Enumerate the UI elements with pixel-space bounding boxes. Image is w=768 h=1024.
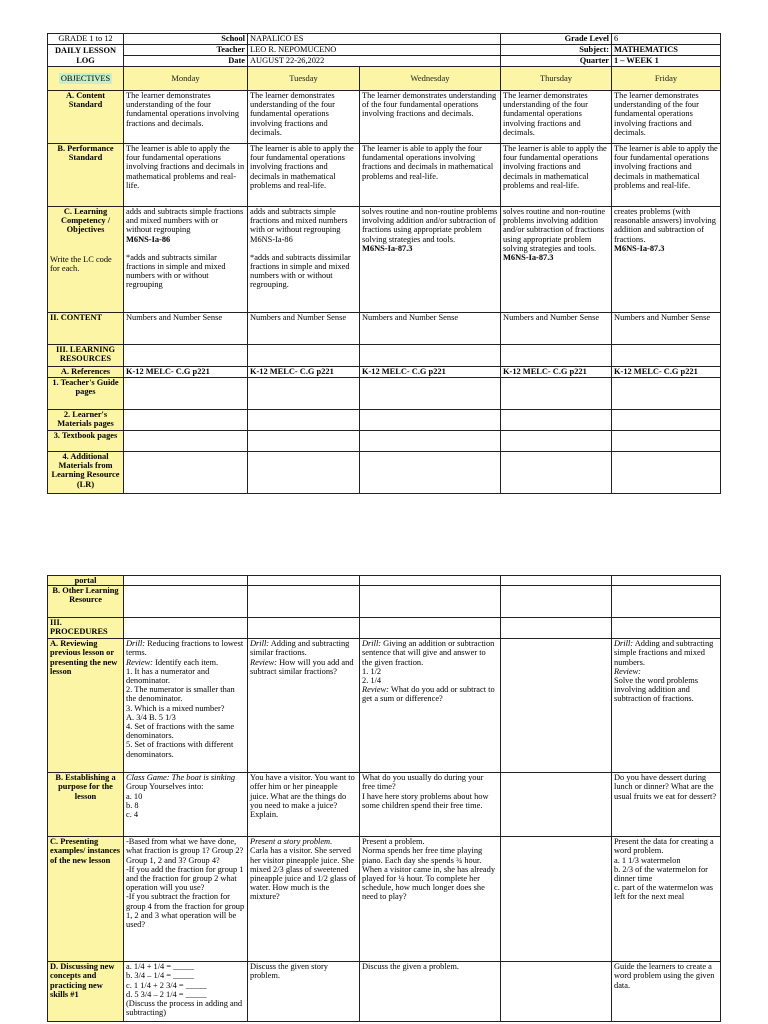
- competency-fri: [612, 207, 721, 313]
- tue-drill: Adding and subtracting similar fractions.: [250, 639, 350, 658]
- tue-review-head: Review:: [250, 657, 277, 667]
- competency-tue-extra: *adds and subtracts dissimilar fractions in simple and mixed numbers with or without regrouping.: [250, 252, 351, 290]
- references-tue: K-12 MELC- C.G p221: [248, 367, 360, 378]
- content-standard-tue: The learner demonstrates understanding of the four fundamental operations involving fractions and decimals.: [248, 91, 360, 144]
- quarter-label: Quarter: [501, 56, 612, 67]
- references-label: A. References: [48, 367, 124, 378]
- present-story-head: Present a story problem.: [250, 837, 333, 847]
- performance-standard-thu: The learner is able to apply the four fundamental operations involving fractions and decimals in mathematical problems and real-life.: [501, 144, 612, 207]
- content-standard-label: A. Content Standard: [48, 91, 124, 144]
- content-wed: Numbers and Number Sense: [360, 313, 501, 345]
- school-label: School: [124, 34, 248, 45]
- presenting-label: C. Presenting examples/ instances of the new lesson: [48, 837, 124, 962]
- discussing-fri: Guide the learners to create a word problem using the given data.: [612, 962, 721, 1022]
- presenting-tue: [248, 837, 360, 962]
- date-label: Date: [124, 56, 248, 67]
- wed-review-head: Review:: [362, 685, 389, 695]
- reviewing-thu: [501, 639, 612, 773]
- doc-title: DAILY LESSON LOG: [48, 45, 124, 67]
- wed-review: What do you add or subtract to get a sum or difference?: [362, 685, 495, 704]
- establishing-tue: You have a visitor. You want to offer him or her pineapple juice. What are the things do you need to make a juice? Explain.: [248, 773, 360, 837]
- class-game: Class Game: The boat is sinking: [126, 773, 236, 783]
- day-wednesday: Wednesday: [360, 67, 501, 91]
- discussing-thu: [501, 962, 612, 1022]
- fri-review-head: Review:: [614, 666, 641, 676]
- competency-thu-text: solves routine and non-routine problems involving addition and/or subtraction of fractions using appropriate problem solving strategies and tools.: [503, 207, 606, 253]
- procedures-label: III. PROCEDURES: [48, 618, 124, 639]
- competency-wed: [360, 207, 501, 313]
- competency-thu: [501, 207, 612, 313]
- grade-level-value: 6: [612, 34, 721, 45]
- competency-mon-extra: *adds and subtracts similar fractions in simple and mixed numbers with or without regrouping: [126, 252, 226, 290]
- learning-resources-label: III. LEARNING RESOURCES: [48, 345, 124, 367]
- date-value: AUGUST 22-26,2022: [248, 56, 501, 67]
- performance-standard-wed: The learner is able to apply the four fundamental operations involving fractions and decimals in mathematical problems and real-life.: [360, 144, 501, 207]
- competency-tue: [248, 207, 360, 313]
- subject-value: MATHEMATICS: [612, 45, 721, 56]
- presenting-thu: [501, 837, 612, 962]
- content-thu: Numbers and Number Sense: [501, 313, 612, 345]
- discussing-wed: Discuss the given a problem.: [360, 962, 501, 1022]
- portal-label: portal: [48, 576, 124, 586]
- discussing-mon: a. 1/4 + 1/4 = _____ b. 3/4 – 1/4 = _____ c. 1 1/4 + 2 3/4 = _____ d. 5 3/4 – 2 1/4 = _____ (Discuss the process in adding and subtracting): [124, 962, 248, 1022]
- establishing-label: B. Establishing a purpose for the lesson: [48, 773, 124, 837]
- objectives-label: OBJECTIVES: [60, 73, 111, 83]
- competency-mon-code: M6NS-Ia-86: [126, 234, 171, 244]
- performance-standard-label: B. Performance Standard: [48, 144, 124, 207]
- establishing-mon-rest: Group Yourselves into: a. 10 b. 8 c. 4: [126, 782, 204, 820]
- teacher-value: LEO R. NEPOMUCENO: [248, 45, 501, 56]
- content-standard-wed: The learner demonstrates understanding of the four fundamental operations involving fractions and decimals.: [360, 91, 501, 144]
- fri-review: Solve the word problems involving addition and subtraction of fractions.: [614, 676, 698, 704]
- competency-label: C. Learning Competency / Objectives: [60, 207, 111, 235]
- competency-tue-text: adds and subtracts simple fractions and mixed numbers with or without regrouping M6NS-Ia-86: [250, 207, 348, 244]
- mon-drill: Reducing fractions to lowest terms.: [126, 639, 244, 658]
- discussing-label: D. Discussing new concepts and practicing new skills #1: [48, 962, 124, 1022]
- reviewing-fri: [612, 639, 721, 773]
- objectives-header: [48, 67, 124, 91]
- wed-drill: Giving an addition or subtraction sentence that will give and answer to the given fraction. 1. 1/2 2. 1/4: [362, 639, 495, 686]
- establishing-thu: [501, 773, 612, 837]
- tue-drill-head: Drill:: [250, 639, 270, 649]
- mon-review-head: Review:: [126, 657, 153, 667]
- competency-wed-text: solves routine and non-routine problems involving addition and/or subtraction of fractions using appropriate problem solving strategies and tools.: [362, 207, 498, 244]
- presenting-fri: Present the data for creating a word problem. a. 1 1/3 watermelon b. 2/3 of the watermelon for dinner time c. part of the watermelon was left for the next meal: [612, 837, 721, 962]
- content-fri: Numbers and Number Sense: [612, 313, 721, 345]
- content-standard-fri: The learner demonstrates understanding of the four fundamental operations involving fractions and decimals.: [612, 91, 721, 144]
- references-wed: K-12 MELC- C.G p221: [360, 367, 501, 378]
- competency-fri-code: M6NS-Ia-87.3: [614, 243, 665, 253]
- grade-level-label: Grade Level: [501, 34, 612, 45]
- teachers-guide-label: 1. Teacher's Guide pages: [48, 378, 124, 410]
- content-standard-mon: The learner demonstrates understanding of the four fundamental operations involving fractions and decimals.: [124, 91, 248, 144]
- performance-standard-fri: The learner is able to apply the four fundamental operations involving fractions and decimals in mathematical problems and real-life.: [612, 144, 721, 207]
- reviewing-mon: [124, 639, 248, 773]
- content-label: II. CONTENT: [48, 313, 124, 345]
- content-mon: Numbers and Number Sense: [124, 313, 248, 345]
- day-tuesday: Tuesday: [248, 67, 360, 91]
- references-fri: K-12 MELC- C.G p221: [612, 367, 721, 378]
- establishing-wed: What do you usually do during your free time? I have here story problems about how some children spend their free time.: [360, 773, 501, 837]
- competency-mon-text: adds and subtracts simple fractions and mixed numbers with or without regrouping: [126, 207, 244, 235]
- learners-materials-label: 2. Learner's Materials pages: [48, 410, 124, 431]
- teacher-label: Teacher: [124, 45, 248, 56]
- wed-drill-head: Drill:: [362, 639, 382, 649]
- presenting-tue-text: Carla has a visitor. She served her visitor pineapple juice. She mixed 2/3 glass of sweetened pineapple juice and 1/2 glass of water. How much is the mixture?: [250, 846, 356, 902]
- day-friday: Friday: [612, 67, 721, 91]
- lesson-log-table-page2: [47, 575, 721, 1022]
- competency-wed-code: M6NS-Ia-87.3: [362, 243, 413, 253]
- content-tue: Numbers and Number Sense: [248, 313, 360, 345]
- content-standard-thu: The learner demonstrates understanding of the four fundamental operations involving fractions and decimals.: [501, 91, 612, 144]
- mon-drill-head: Drill:: [126, 639, 146, 649]
- lc-code-note: Write the LC code for each.: [50, 254, 112, 273]
- mon-review: Identify each item. 1. It has a numerator and denominator. 2. The numerator is smaller than the denominator. 3. Which is a mixed number? A. 3/4 B. 5 1/3 4. Set of fractions with the same denominators. 5. Set of fractions with different denominators.: [126, 657, 235, 759]
- day-thursday: Thursday: [501, 67, 612, 91]
- school-value: NAPALICO ES: [248, 34, 501, 45]
- presenting-wed: Present a problem. Norma spends her free time playing piano. Each day she spends ¾ hour. When a visitor came in, she has already played for ¼ hour. To complete her schedule, how much longer does she need to play?: [360, 837, 501, 962]
- competency-thu-code: M6NS-Ia-87.3: [503, 253, 554, 263]
- fri-drill-head: Drill:: [614, 639, 634, 649]
- tue-review: How will you add and subtract similar fractions?: [250, 657, 354, 676]
- establishing-mon: [124, 773, 248, 837]
- lesson-log-table-page1: [47, 33, 721, 494]
- performance-standard-mon: The learner is able to apply the four fundamental operations involving fractions and decimals in mathematical problems and real-life.: [124, 144, 248, 207]
- competency-label-cell: [48, 207, 124, 313]
- reviewing-label: A. Reviewing previous lesson or presenting the new lesson: [48, 639, 124, 773]
- establishing-fri: Do you have dessert during lunch or dinner? What are the usual fruits we eat for dessert?: [612, 773, 721, 837]
- references-mon: K-12 MELC- C.G p221: [124, 367, 248, 378]
- competency-fri-text: creates problems (with reasonable answers) involving addition and subtraction of fractions.: [614, 207, 716, 244]
- grade-range: GRADE 1 to 12: [48, 34, 124, 45]
- subject-label: Subject:: [501, 45, 612, 56]
- reviewing-tue: [248, 639, 360, 773]
- references-thu: K-12 MELC- C.G p221: [501, 367, 612, 378]
- competency-mon: [124, 207, 248, 313]
- discussing-tue: Discuss the given story problem.: [248, 962, 360, 1022]
- fri-drill: Adding and subtracting simple fractions and mixed numbers.: [614, 639, 714, 667]
- quarter-value: 1 – WEEK 1: [612, 56, 721, 67]
- presenting-mon: -Based from what we have done, what fraction is group 1? Group 2? Group 1, 2 and 3? Group 4? -If you add the fraction for group 1 and the fraction for group 2 what operation will you use? -If you subtract the fraction for group 4 from the fraction for group 1, 2 and 3 what operation will be used?: [124, 837, 248, 962]
- other-resources-label: B. Other Learning Resource: [48, 586, 124, 618]
- additional-materials-label: 4. Additional Materials from Learning Resource (LR): [48, 452, 124, 494]
- reviewing-wed: [360, 639, 501, 773]
- textbook-label: 3. Textbook pages: [48, 431, 124, 452]
- day-monday: Monday: [124, 67, 248, 91]
- performance-standard-tue: The learner is able to apply the four fundamental operations involving fractions and decimals in mathematical problems and real-life.: [248, 144, 360, 207]
